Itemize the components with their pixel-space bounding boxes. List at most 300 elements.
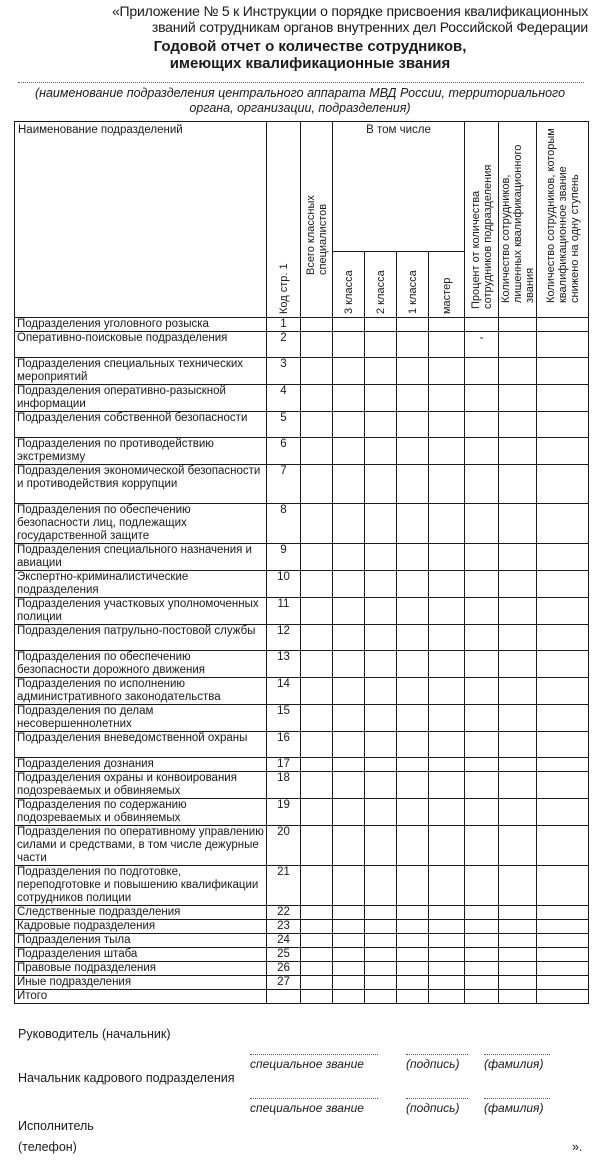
- row-reduced-cell[interactable]: [537, 465, 589, 504]
- row-master-cell[interactable]: [429, 412, 465, 438]
- row-total-cell[interactable]: [301, 438, 333, 465]
- row-deprived-cell[interactable]: [499, 598, 537, 625]
- row-class2-cell[interactable]: [365, 318, 397, 332]
- col-header-name: Наименование подразделений: [15, 122, 267, 318]
- row-percent-cell[interactable]: [465, 732, 499, 758]
- row-class2-cell[interactable]: [365, 332, 397, 358]
- row-total-cell[interactable]: [301, 318, 333, 332]
- row-class1-cell[interactable]: [397, 976, 429, 990]
- row-deprived-cell[interactable]: [499, 705, 537, 732]
- row-deprived-cell[interactable]: [499, 571, 537, 598]
- head-rank-caption: специальное звание: [250, 1057, 364, 1071]
- row-code-cell: 9: [267, 544, 301, 571]
- table-row: [15, 948, 589, 962]
- row-total-cell[interactable]: [301, 758, 333, 772]
- row-reduced-cell[interactable]: [537, 504, 589, 544]
- row-master-cell[interactable]: [429, 990, 465, 1004]
- row-class2-cell[interactable]: [365, 358, 397, 385]
- row-master-cell[interactable]: [429, 906, 465, 920]
- row-name-cell: Подразделения оперативно-разыскной информации: [15, 385, 267, 412]
- row-class2-cell[interactable]: [365, 976, 397, 990]
- row-class2-cell[interactable]: [365, 826, 397, 866]
- row-class2-cell[interactable]: [365, 948, 397, 962]
- row-reduced-cell[interactable]: [537, 990, 589, 1004]
- row-class1-cell[interactable]: [397, 598, 429, 625]
- table-row: [15, 826, 589, 866]
- row-deprived-cell[interactable]: [499, 625, 537, 651]
- row-percent-cell[interactable]: [465, 625, 499, 651]
- row-class1-cell[interactable]: [397, 934, 429, 948]
- row-percent-cell[interactable]: [465, 651, 499, 678]
- row-total-cell[interactable]: [301, 358, 333, 385]
- row-reduced-cell[interactable]: [537, 651, 589, 678]
- row-master-cell[interactable]: [429, 948, 465, 962]
- row-class1-cell[interactable]: [397, 705, 429, 732]
- row-percent-cell[interactable]: [465, 866, 499, 906]
- row-percent-cell[interactable]: [465, 772, 499, 799]
- row-class3-cell[interactable]: [333, 412, 365, 438]
- col-header-class1-text: 1 класса: [406, 270, 419, 314]
- row-master-cell[interactable]: [429, 385, 465, 412]
- closing-mark: ».: [572, 1140, 583, 1154]
- row-deprived-cell[interactable]: [499, 976, 537, 990]
- table-row: [15, 438, 589, 465]
- row-code-cell: 11: [267, 598, 301, 625]
- row-class3-cell[interactable]: [333, 465, 365, 504]
- table-row: [15, 651, 589, 678]
- row-percent-cell[interactable]: [465, 598, 499, 625]
- row-class2-cell[interactable]: [365, 799, 397, 826]
- hr-signature-caption: (подпись): [406, 1101, 460, 1115]
- row-code-cell: 10: [267, 571, 301, 598]
- table-row: [15, 358, 589, 385]
- row-percent-cell[interactable]: [465, 504, 499, 544]
- row-code-cell: 27: [267, 976, 301, 990]
- row-code-cell: 17: [267, 758, 301, 772]
- row-class3-cell[interactable]: [333, 318, 365, 332]
- row-name-cell: Подразделения по подготовке, переподготовке и повышению квалификации сотрудников полиции: [15, 866, 267, 906]
- row-name-cell: Подразделения специальных технических мероприятий: [15, 358, 267, 385]
- hr-rank-line[interactable]: [250, 1098, 378, 1099]
- row-reduced-cell[interactable]: [537, 758, 589, 772]
- row-name-cell: Подразделения участковых уполномоченных полиции: [15, 598, 267, 625]
- row-master-cell[interactable]: [429, 438, 465, 465]
- row-percent-cell[interactable]: [465, 705, 499, 732]
- row-class1-cell[interactable]: [397, 962, 429, 976]
- row-deprived-cell[interactable]: [499, 948, 537, 962]
- row-name-cell: Оперативно-поисковые подразделения: [15, 332, 267, 358]
- row-class1-cell[interactable]: [397, 906, 429, 920]
- row-class3-cell[interactable]: [333, 651, 365, 678]
- row-class3-cell[interactable]: [333, 934, 365, 948]
- row-master-cell[interactable]: [429, 962, 465, 976]
- row-class1-cell[interactable]: [397, 544, 429, 571]
- row-class3-cell[interactable]: [333, 438, 365, 465]
- row-percent-cell[interactable]: [465, 948, 499, 962]
- row-reduced-cell[interactable]: [537, 385, 589, 412]
- row-master-cell[interactable]: [429, 678, 465, 705]
- row-name-cell: Следственные подразделения: [15, 906, 267, 920]
- row-deprived-cell[interactable]: [499, 504, 537, 544]
- row-percent-cell[interactable]: [465, 385, 499, 412]
- row-code-cell: 14: [267, 678, 301, 705]
- row-percent-cell[interactable]: [465, 799, 499, 826]
- table-row: [15, 544, 589, 571]
- hr-rank-caption: специальное звание: [250, 1101, 364, 1115]
- row-class1-cell[interactable]: [397, 826, 429, 866]
- row-total-cell[interactable]: [301, 906, 333, 920]
- row-code-cell: 7: [267, 465, 301, 504]
- col-header-master-text: мастер: [440, 277, 453, 314]
- row-total-cell[interactable]: [301, 705, 333, 732]
- row-code-cell: 2: [267, 332, 301, 358]
- row-percent-cell[interactable]: [465, 318, 499, 332]
- row-class2-cell[interactable]: [365, 465, 397, 504]
- row-master-cell[interactable]: [429, 651, 465, 678]
- row-deprived-cell[interactable]: [499, 412, 537, 438]
- row-class2-cell[interactable]: [365, 962, 397, 976]
- row-class3-cell[interactable]: [333, 705, 365, 732]
- row-name-cell: Подразделения вневедомственной охраны: [15, 732, 267, 758]
- col-header-class1: [397, 252, 429, 318]
- row-reduced-cell[interactable]: [537, 438, 589, 465]
- row-deprived-cell[interactable]: [499, 934, 537, 948]
- row-deprived-cell[interactable]: [499, 678, 537, 705]
- appendix-line-2: званий сотрудникам органов внутренних дел Российской Федерации: [151, 19, 588, 35]
- row-class3-cell[interactable]: [333, 732, 365, 758]
- row-reduced-cell[interactable]: [537, 772, 589, 799]
- row-total-cell[interactable]: [301, 772, 333, 799]
- row-total-cell[interactable]: [301, 678, 333, 705]
- row-name-cell: Подразделения по делам несовершеннолетних: [15, 705, 267, 732]
- row-code-cell: 8: [267, 504, 301, 544]
- row-class2-cell[interactable]: [365, 906, 397, 920]
- row-master-cell[interactable]: [429, 465, 465, 504]
- row-code-cell: 1: [267, 318, 301, 332]
- table-row: [15, 990, 589, 1004]
- row-code-cell: 3: [267, 358, 301, 385]
- row-class3-cell[interactable]: [333, 826, 365, 866]
- row-class3-cell[interactable]: [333, 358, 365, 385]
- row-class2-cell[interactable]: [365, 438, 397, 465]
- row-deprived-cell[interactable]: [499, 990, 537, 1004]
- row-percent-cell[interactable]: [465, 412, 499, 438]
- row-class1-cell[interactable]: [397, 732, 429, 758]
- row-class2-cell[interactable]: [365, 678, 397, 705]
- row-total-cell[interactable]: [301, 799, 333, 826]
- row-class1-cell[interactable]: [397, 465, 429, 504]
- unit-name-line[interactable]: [18, 82, 584, 83]
- row-master-cell[interactable]: [429, 571, 465, 598]
- row-reduced-cell[interactable]: [537, 678, 589, 705]
- row-class2-cell[interactable]: [365, 732, 397, 758]
- row-class3-cell[interactable]: [333, 385, 365, 412]
- row-code-cell: 26: [267, 962, 301, 976]
- hr-surname-line[interactable]: [484, 1098, 550, 1099]
- row-master-cell[interactable]: [429, 732, 465, 758]
- row-class3-cell[interactable]: [333, 948, 365, 962]
- row-reduced-cell[interactable]: [537, 906, 589, 920]
- row-deprived-cell[interactable]: [499, 544, 537, 571]
- row-deprived-cell[interactable]: [499, 920, 537, 934]
- row-deprived-cell[interactable]: [499, 906, 537, 920]
- row-code-cell: 19: [267, 799, 301, 826]
- col-header-class3-text: 3 класса: [342, 270, 355, 314]
- row-class3-cell[interactable]: [333, 598, 365, 625]
- row-percent-cell[interactable]: [465, 465, 499, 504]
- row-code-cell: 6: [267, 438, 301, 465]
- row-total-cell[interactable]: [301, 504, 333, 544]
- row-deprived-cell[interactable]: [499, 772, 537, 799]
- row-class3-cell[interactable]: [333, 772, 365, 799]
- row-name-cell: Подразделения по обеспечению безопасности дорожного движения: [15, 651, 267, 678]
- row-percent-cell[interactable]: [465, 920, 499, 934]
- row-master-cell[interactable]: [429, 826, 465, 866]
- row-code-cell: 21: [267, 866, 301, 906]
- col-header-class2-text: 2 класса: [374, 270, 387, 314]
- row-class2-cell[interactable]: [365, 598, 397, 625]
- row-total-cell[interactable]: [301, 412, 333, 438]
- row-reduced-cell[interactable]: [537, 934, 589, 948]
- row-class1-cell[interactable]: [397, 758, 429, 772]
- row-class2-cell[interactable]: [365, 705, 397, 732]
- row-reduced-cell[interactable]: [537, 799, 589, 826]
- row-class3-cell[interactable]: [333, 799, 365, 826]
- table-row: [15, 465, 589, 504]
- row-class3-cell[interactable]: [333, 758, 365, 772]
- row-total-cell[interactable]: [301, 571, 333, 598]
- table-row: [15, 732, 589, 758]
- row-class3-cell[interactable]: [333, 504, 365, 544]
- row-total-cell[interactable]: [301, 962, 333, 976]
- row-deprived-cell[interactable]: [499, 332, 537, 358]
- row-class1-cell[interactable]: [397, 332, 429, 358]
- row-class1-cell[interactable]: [397, 948, 429, 962]
- row-class1-cell[interactable]: [397, 412, 429, 438]
- row-percent-cell[interactable]: [465, 571, 499, 598]
- row-total-cell[interactable]: [301, 544, 333, 571]
- row-percent-cell[interactable]: [465, 990, 499, 1004]
- row-class1-cell[interactable]: [397, 678, 429, 705]
- row-class1-cell[interactable]: [397, 358, 429, 385]
- row-deprived-cell[interactable]: [499, 651, 537, 678]
- row-master-cell[interactable]: [429, 920, 465, 934]
- row-deprived-cell[interactable]: [499, 385, 537, 412]
- row-class3-cell[interactable]: [333, 920, 365, 934]
- row-master-cell[interactable]: [429, 332, 465, 358]
- row-master-cell[interactable]: [429, 318, 465, 332]
- row-percent-cell[interactable]: [465, 826, 499, 866]
- row-reduced-cell[interactable]: [537, 571, 589, 598]
- row-class2-cell[interactable]: [365, 571, 397, 598]
- row-deprived-cell[interactable]: [499, 732, 537, 758]
- row-class2-cell[interactable]: [365, 866, 397, 906]
- col-header-group: В том числе: [333, 122, 465, 252]
- table-row: [15, 678, 589, 705]
- row-class3-cell[interactable]: [333, 906, 365, 920]
- report-title: [90, 38, 530, 72]
- row-class2-cell[interactable]: [365, 758, 397, 772]
- hr-signature-line[interactable]: [406, 1098, 468, 1099]
- row-total-cell[interactable]: [301, 598, 333, 625]
- row-deprived-cell[interactable]: [499, 826, 537, 866]
- row-master-cell[interactable]: [429, 358, 465, 385]
- row-class2-cell[interactable]: [365, 504, 397, 544]
- row-total-cell[interactable]: [301, 732, 333, 758]
- unit-name-caption: [14, 86, 586, 116]
- row-class3-cell[interactable]: [333, 571, 365, 598]
- row-code-cell: 20: [267, 826, 301, 866]
- row-class2-cell[interactable]: [365, 651, 397, 678]
- row-total-cell[interactable]: [301, 990, 333, 1004]
- row-deprived-cell[interactable]: [499, 758, 537, 772]
- report-table-body: [15, 318, 589, 1004]
- table-row: [15, 976, 589, 990]
- row-total-cell[interactable]: [301, 948, 333, 962]
- row-reduced-cell[interactable]: [537, 544, 589, 571]
- row-percent-cell[interactable]: -: [465, 332, 499, 358]
- row-percent-cell[interactable]: [465, 976, 499, 990]
- unit-name-caption-line-1: (наименование подразделения центрального аппарата МВД России, территориального: [34, 86, 566, 100]
- row-total-cell[interactable]: [301, 920, 333, 934]
- row-class1-cell[interactable]: [397, 571, 429, 598]
- head-surname-line[interactable]: [484, 1054, 550, 1055]
- row-reduced-cell[interactable]: [537, 976, 589, 990]
- report-title-line-1: Годовой отчет о количестве сотрудников,: [153, 38, 467, 55]
- row-name-cell: Подразделения собственной безопасности: [15, 412, 267, 438]
- head-label: Руководитель (начальник): [18, 1027, 171, 1041]
- row-reduced-cell[interactable]: [537, 866, 589, 906]
- row-class1-cell[interactable]: [397, 625, 429, 651]
- row-reduced-cell[interactable]: [537, 332, 589, 358]
- row-name-cell: Итого: [15, 990, 267, 1004]
- row-class3-cell[interactable]: [333, 625, 365, 651]
- row-total-cell[interactable]: [301, 465, 333, 504]
- row-reduced-cell[interactable]: [537, 732, 589, 758]
- row-class1-cell[interactable]: [397, 799, 429, 826]
- row-class2-cell[interactable]: [365, 412, 397, 438]
- row-reduced-cell[interactable]: [537, 705, 589, 732]
- row-code-cell: 18: [267, 772, 301, 799]
- head-signature-line[interactable]: [406, 1054, 468, 1055]
- row-master-cell[interactable]: [429, 544, 465, 571]
- row-deprived-cell[interactable]: [499, 962, 537, 976]
- row-percent-cell[interactable]: [465, 962, 499, 976]
- row-master-cell[interactable]: [429, 799, 465, 826]
- row-class2-cell[interactable]: [365, 920, 397, 934]
- col-header-class2: [365, 252, 397, 318]
- row-class1-cell[interactable]: [397, 772, 429, 799]
- row-reduced-cell[interactable]: [537, 920, 589, 934]
- row-percent-cell[interactable]: [465, 358, 499, 385]
- row-class3-cell[interactable]: [333, 976, 365, 990]
- row-class1-cell[interactable]: [397, 318, 429, 332]
- row-code-cell: 4: [267, 385, 301, 412]
- row-master-cell[interactable]: [429, 598, 465, 625]
- row-total-cell[interactable]: [301, 976, 333, 990]
- row-name-cell: Подразделения по оперативному управлению силами и средствами, в том числе дежурные части: [15, 826, 267, 866]
- row-reduced-cell[interactable]: [537, 962, 589, 976]
- col-header-total: [301, 122, 333, 318]
- row-total-cell[interactable]: [301, 651, 333, 678]
- table-row: [15, 625, 589, 651]
- row-total-cell[interactable]: [301, 332, 333, 358]
- row-class1-cell[interactable]: [397, 651, 429, 678]
- row-class3-cell[interactable]: [333, 678, 365, 705]
- row-class1-cell[interactable]: [397, 866, 429, 906]
- row-reduced-cell[interactable]: [537, 948, 589, 962]
- row-deprived-cell[interactable]: [499, 358, 537, 385]
- row-code-cell: 12: [267, 625, 301, 651]
- row-percent-cell[interactable]: [465, 438, 499, 465]
- row-deprived-cell[interactable]: [499, 318, 537, 332]
- row-class1-cell[interactable]: [397, 504, 429, 544]
- row-percent-cell[interactable]: [465, 758, 499, 772]
- row-name-cell: Кадровые подразделения: [15, 920, 267, 934]
- row-class3-cell[interactable]: [333, 962, 365, 976]
- row-reduced-cell[interactable]: [537, 598, 589, 625]
- row-reduced-cell[interactable]: [537, 358, 589, 385]
- row-master-cell[interactable]: [429, 705, 465, 732]
- row-deprived-cell[interactable]: [499, 799, 537, 826]
- row-name-cell: Подразделения специального назначения и авиации: [15, 544, 267, 571]
- row-master-cell[interactable]: [429, 772, 465, 799]
- row-class2-cell[interactable]: [365, 934, 397, 948]
- row-reduced-cell[interactable]: [537, 318, 589, 332]
- table-row: [15, 906, 589, 920]
- row-master-cell[interactable]: [429, 976, 465, 990]
- row-total-cell[interactable]: [301, 385, 333, 412]
- row-class1-cell[interactable]: [397, 438, 429, 465]
- row-master-cell[interactable]: [429, 625, 465, 651]
- row-total-cell[interactable]: [301, 826, 333, 866]
- row-reduced-cell[interactable]: [537, 625, 589, 651]
- row-master-cell[interactable]: [429, 934, 465, 948]
- row-class2-cell[interactable]: [365, 385, 397, 412]
- row-class3-cell[interactable]: [333, 866, 365, 906]
- row-reduced-cell[interactable]: [537, 826, 589, 866]
- row-class2-cell[interactable]: [365, 544, 397, 571]
- row-master-cell[interactable]: [429, 504, 465, 544]
- row-percent-cell[interactable]: [465, 906, 499, 920]
- row-reduced-cell[interactable]: [537, 412, 589, 438]
- row-percent-cell[interactable]: [465, 678, 499, 705]
- row-class1-cell[interactable]: [397, 920, 429, 934]
- row-class2-cell[interactable]: [365, 625, 397, 651]
- row-deprived-cell[interactable]: [499, 866, 537, 906]
- row-master-cell[interactable]: [429, 758, 465, 772]
- row-class3-cell[interactable]: [333, 990, 365, 1004]
- head-surname-caption: (фамилия): [484, 1057, 544, 1071]
- appendix-header: [48, 3, 588, 35]
- table-row: [15, 504, 589, 544]
- row-class2-cell[interactable]: [365, 772, 397, 799]
- row-percent-cell[interactable]: [465, 544, 499, 571]
- row-deprived-cell[interactable]: [499, 465, 537, 504]
- head-rank-line[interactable]: [250, 1054, 378, 1055]
- row-total-cell[interactable]: [301, 625, 333, 651]
- row-class2-cell[interactable]: [365, 990, 397, 1004]
- row-class3-cell[interactable]: [333, 332, 365, 358]
- row-class3-cell[interactable]: [333, 544, 365, 571]
- row-total-cell[interactable]: [301, 934, 333, 948]
- row-master-cell[interactable]: [429, 866, 465, 906]
- row-total-cell[interactable]: [301, 866, 333, 906]
- row-class1-cell[interactable]: [397, 385, 429, 412]
- row-percent-cell[interactable]: [465, 934, 499, 948]
- row-class1-cell[interactable]: [397, 990, 429, 1004]
- row-deprived-cell[interactable]: [499, 438, 537, 465]
